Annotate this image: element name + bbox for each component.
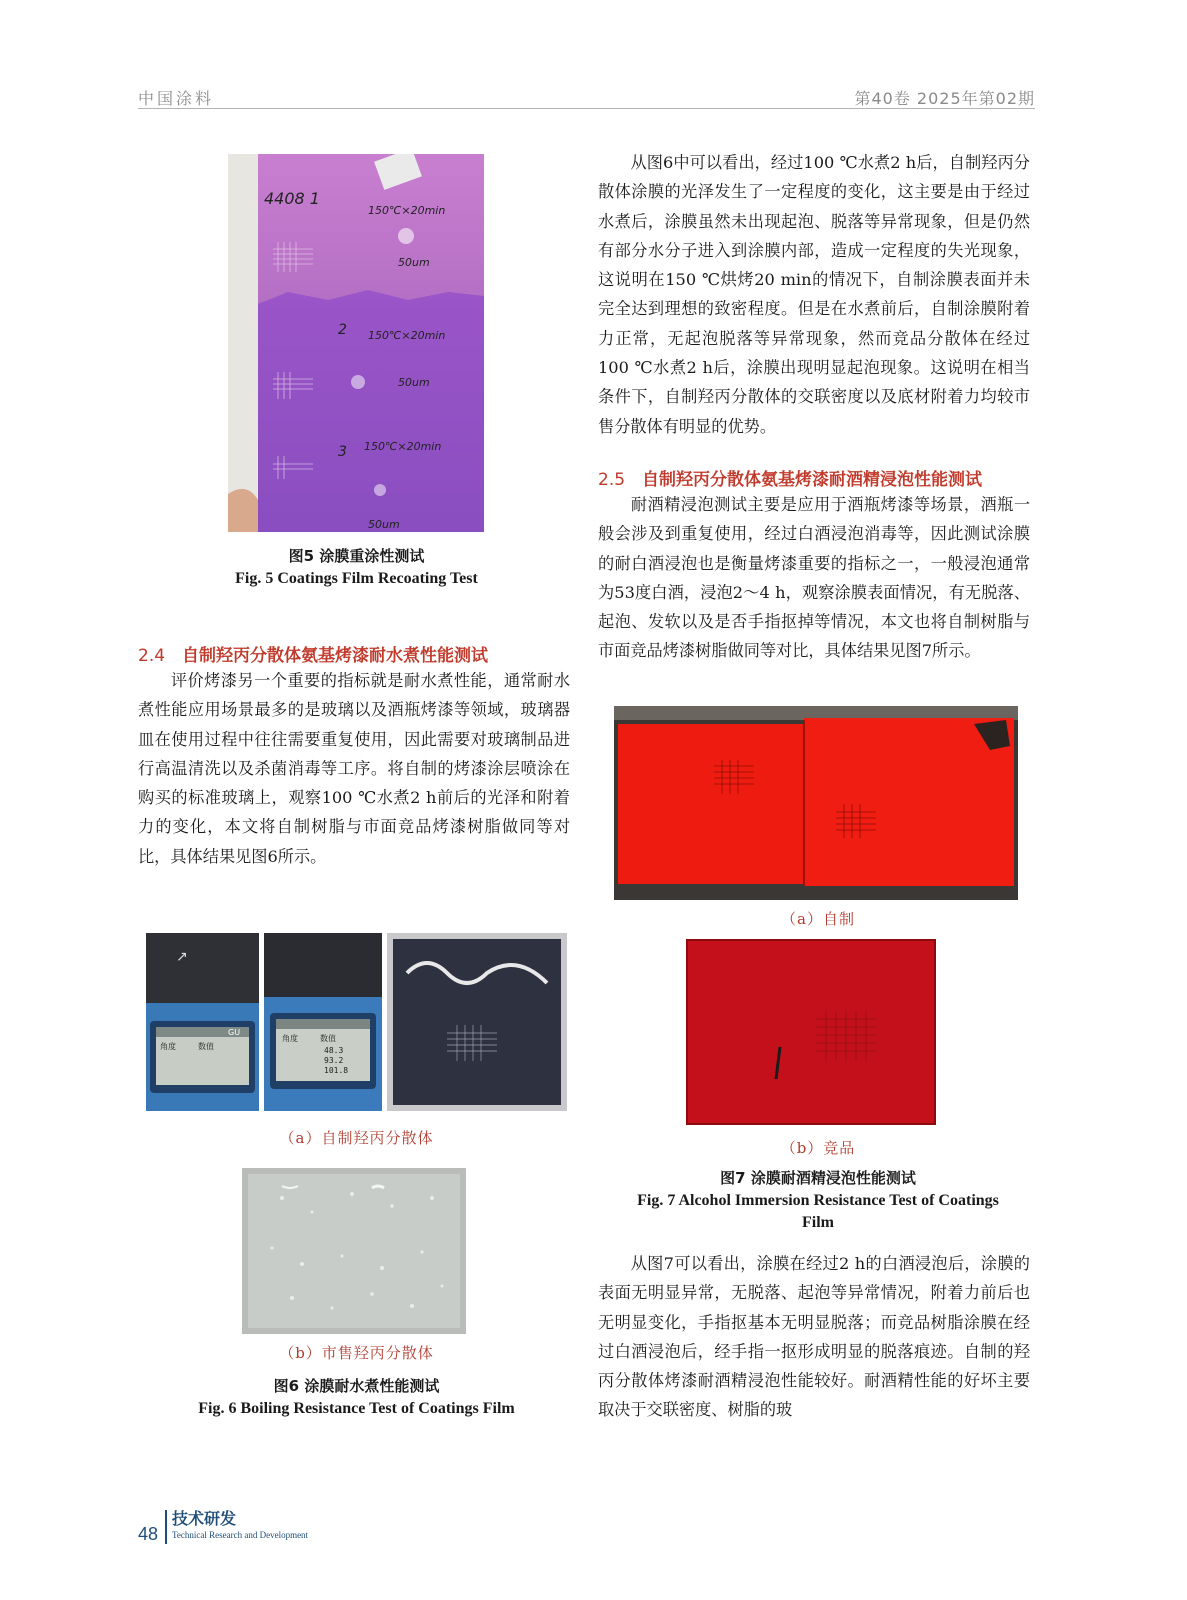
fig7-caption-cn: 图7 涂膜耐酒精浸泡性能测试 xyxy=(720,1169,916,1187)
fig6-caption-en: Fig. 6 Boiling Resistance Test of Coatings Film xyxy=(198,1400,515,1417)
results-paragraph-2 xyxy=(598,1249,1030,1425)
fig7-subcaption-a: （a）自制 xyxy=(781,910,855,928)
handwriting-cond-2: 150℃×20min xyxy=(368,329,446,342)
fig6a-photo-2 xyxy=(264,933,382,1111)
section-number: 2.4 xyxy=(138,646,166,666)
meter-col2: 数值 xyxy=(320,1034,336,1043)
section-title: 自制羟丙分散体氨基烤漆耐酒精浸泡性能测试 xyxy=(642,470,982,490)
text-line: 标之一，一般浸泡通常为53度白酒，浸泡2～4 h，观察 xyxy=(598,553,1031,602)
footer-divider xyxy=(165,1510,167,1544)
section-heading-2-4 xyxy=(138,641,578,666)
paragraph xyxy=(598,148,1030,441)
text-line: 分散体有明显的优势。 xyxy=(614,416,777,436)
handwriting-cond-3: 150℃×20min xyxy=(364,440,442,453)
paragraph xyxy=(138,666,570,871)
section-2-4-body xyxy=(138,666,570,871)
text-line: 等领域，玻璃器皿在使用过程中往往需要重复使用， xyxy=(138,700,571,749)
text-line: 从图6中可以看出，经过100 ℃水煮2 h后，自制羟 xyxy=(630,153,998,172)
meter-brand: GU xyxy=(228,1028,241,1037)
text-line: 耐酒精浸泡测试主要是应用于酒瓶烤漆等场景， xyxy=(630,495,981,514)
handwriting-sample-3: 3 xyxy=(338,444,347,460)
fig5-caption-cn: 图5 涂膜重涂性测试 xyxy=(288,547,425,565)
text-line: 的情况下，自制涂膜表面并未完全达到理想的致密程 xyxy=(598,270,1030,319)
fig5-photo xyxy=(228,154,484,532)
text-line: 成一定程度的失光现象，这说明在150 ℃烘烤20 min xyxy=(598,240,1031,290)
paragraph xyxy=(598,490,1030,666)
footer-section-cn: 技术研发 xyxy=(172,1509,237,1528)
text-line: 从图7可以看出，涂膜在经过2 h的白酒浸泡后，涂 xyxy=(630,1254,998,1273)
text-line: 膜的表面无明显异常，无脱落、起泡等异常情况，附着 xyxy=(598,1254,1030,1303)
handwriting-sample-2: 2 xyxy=(338,322,347,338)
text-line: 掉等情况，本文也将自制树脂与市面竞品烤漆树脂做 xyxy=(598,612,1031,661)
section-title: 自制羟丙分散体氨基烤漆耐水煮性能测试 xyxy=(182,646,488,666)
page-number: 48 xyxy=(138,1524,159,1544)
fig7-caption-en-line2: Film xyxy=(802,1214,834,1231)
fig6-subcaption-b: （b）市售羟丙分散体 xyxy=(279,1344,434,1362)
text-line: 制羟丙分散体的交联密度以及底材附着力均较市售 xyxy=(598,387,1031,436)
journal-title: 中国涂料 xyxy=(138,89,215,108)
fig6a-photo-3 xyxy=(387,933,567,1111)
meter-value-2: 93.2 xyxy=(324,1056,344,1065)
handwriting-thick-3: 50um xyxy=(368,518,400,531)
text-line: 落等异常现象，然而竞品分散体在经过100 ℃水煮2 h xyxy=(598,328,1031,378)
text-line: 好。耐酒精性能的好坏主要取决于交联密度、树脂的玻 xyxy=(598,1371,1031,1420)
meter-value-3: 101.8 xyxy=(324,1066,349,1075)
fig5-panel-image xyxy=(228,154,484,532)
handwriting-cond-1: 150℃×20min xyxy=(368,204,446,217)
text-line: 涂膜表面情况，有无脱落、起泡、发软以及是否手指抠 xyxy=(598,582,1030,632)
fig7-subcaption-b: （b）竞品 xyxy=(780,1139,856,1157)
text-line: 因此需要对玻璃制品进行高温清洗以及杀菌消毒等 xyxy=(138,729,571,778)
section-number: 2.5 xyxy=(598,470,626,490)
svg-text:↗: ↗ xyxy=(176,949,188,965)
text-line: 工序。将自制的烤漆涂层喷涂在购买的标准玻璃上， xyxy=(138,758,571,808)
fig6b-photo xyxy=(242,1168,466,1334)
meter-col1: 角度 xyxy=(160,1042,176,1051)
text-line: 是由于经过水煮后，涂膜虽然未出现起泡、脱落等异 xyxy=(598,182,1030,231)
fig6a-photo-1 xyxy=(146,933,259,1111)
meter-col2: 数值 xyxy=(198,1042,214,1051)
meter-col1: 角度 xyxy=(282,1034,298,1043)
text-line: 酒瓶一般会涉及到重复使用，经过白酒浸泡消毒等， xyxy=(598,495,1031,544)
text-line: 因此测试涂膜的耐白酒浸泡也是衡量烤漆重要的指 xyxy=(598,524,1031,573)
section-heading-2-5 xyxy=(598,465,1038,490)
handwriting-thick-2: 50um xyxy=(398,376,430,389)
text-line: 将自制树脂与市面竞品烤漆树脂做同等对比，具体结 xyxy=(138,817,571,866)
text-line: 常耐水煮性能应用场景最多的是玻璃以及酒瓶烤漆 xyxy=(138,671,571,720)
issue-info: 第40卷 2025年第02期 xyxy=(854,89,1035,108)
fig7b-photo xyxy=(686,939,936,1125)
fig7-caption-en-line1: Fig. 7 Alcohol Immersion Resistance Test of Coatings xyxy=(637,1192,999,1209)
text-line: 评价烤漆另一个重要的指标就是耐水煮性能，通 xyxy=(170,671,521,690)
fig7a-photo xyxy=(614,706,1018,900)
text-line: 后，涂膜出现明显起泡现象。这说明在相当条件下，自 xyxy=(598,358,1030,407)
header-rule xyxy=(138,108,1035,109)
results-paragraph-1 xyxy=(598,148,1030,441)
text-line: 果见图6所示。 xyxy=(218,846,327,866)
text-line: 度。但是在水煮前后，自制涂膜附着力正常，无起泡脱 xyxy=(598,299,1031,348)
text-line: 同等对比，具体结果见图7所示。 xyxy=(743,641,981,661)
fig6-caption-cn: 图6 涂膜耐水煮性能测试 xyxy=(273,1377,440,1395)
text-line: 观察100 ℃水煮2 h前后的光泽和附着力的变化，本文 xyxy=(138,788,570,837)
meter-value-1: 48.3 xyxy=(324,1046,344,1055)
text-line: 丙分散体涂膜的光泽发生了一定程度的变化，这主要 xyxy=(598,153,1030,202)
fig5-caption-en: Fig. 5 Coatings Film Recoating Test xyxy=(235,570,478,587)
handwriting-thick-1: 50um xyxy=(398,256,430,269)
paragraph xyxy=(598,1249,1030,1425)
section-2-5-body xyxy=(598,490,1030,666)
text-line: 力前后也无明显变化，手指抠基本无明显脱落；而竞品 xyxy=(598,1283,1031,1332)
fig6-subcaption-a: （a）自制羟丙分散体 xyxy=(279,1129,434,1147)
text-line: 脱落痕迹。自制的羟丙分散体烤漆耐酒精浸泡性能较 xyxy=(598,1341,1031,1391)
text-line: 常现象，但是仍然有部分水分子进入到涂膜内部，造 xyxy=(598,211,1031,260)
footer-section-en: Technical Research and Development xyxy=(172,1530,309,1540)
handwriting-sample-1: 4408 1 xyxy=(264,189,320,208)
text-line: 树脂涂膜在经过白酒浸泡后，经手指一抠形成明显的 xyxy=(598,1312,1031,1361)
